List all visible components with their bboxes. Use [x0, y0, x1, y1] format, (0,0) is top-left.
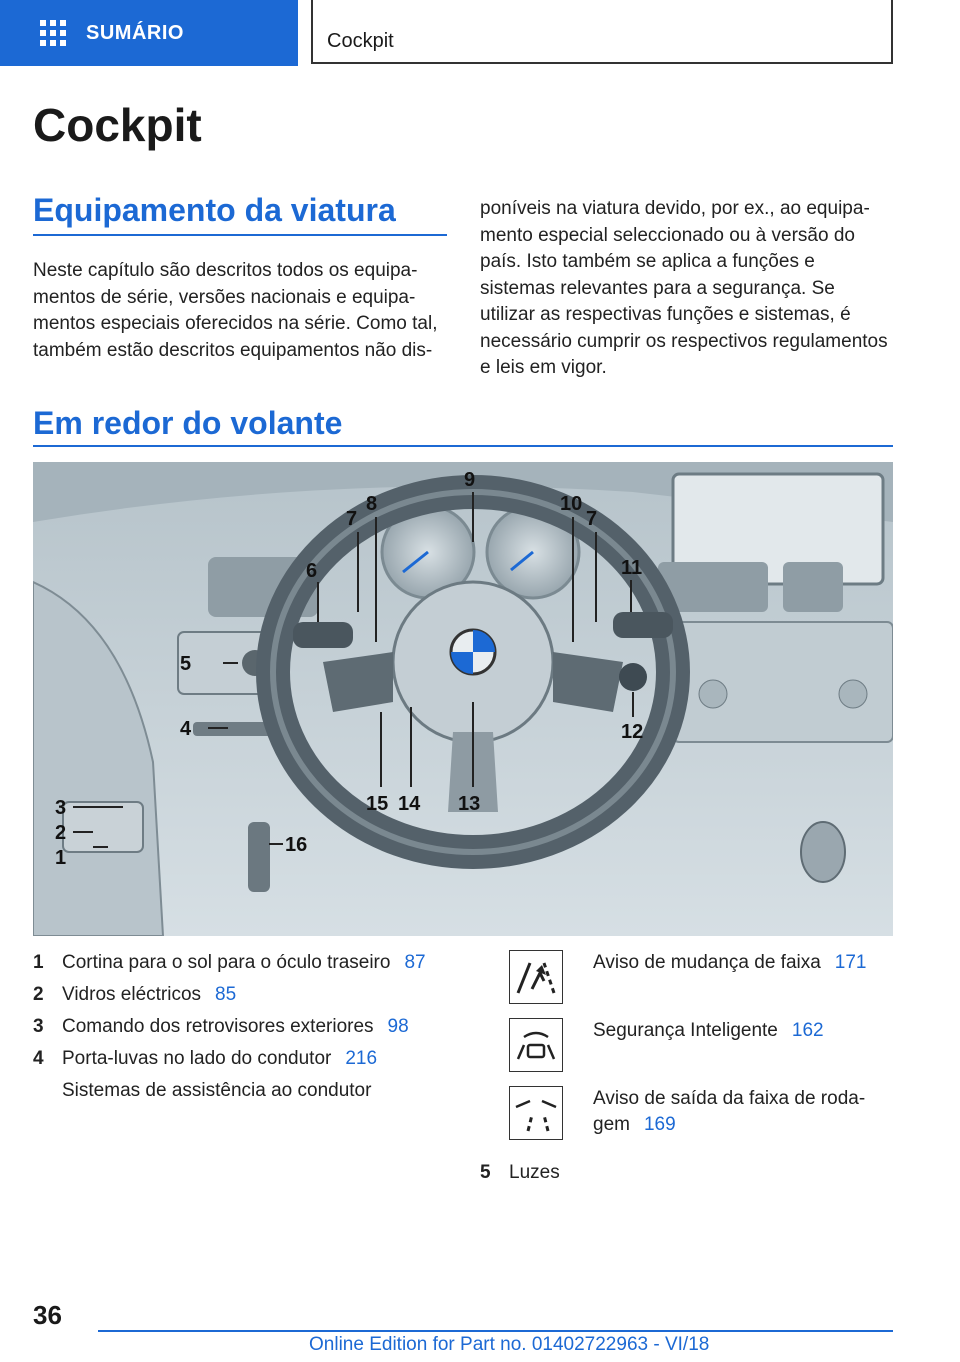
legend-item: [593, 1086, 893, 1138]
callout-7: 7: [346, 508, 358, 530]
section-rule: [33, 234, 447, 236]
callout-1: 1: [55, 847, 67, 869]
intro-column-left: Neste capítulo são descritos todos os equipamentos de série, versões nacionais e equipamentos especiais oferecidos na série. Como tal, também estão descritos equipamentos não dis-: [33, 260, 438, 361]
legend-text: gem: [593, 1114, 630, 1135]
page-number: 36: [33, 1300, 62, 1330]
legend-item: [33, 1046, 463, 1072]
legend-text: Segurança Inteligente: [593, 1020, 778, 1041]
legend-text: Comando dos retrovisores exteriores: [62, 1016, 374, 1037]
callout-7-right: 7: [586, 508, 598, 530]
callout-9: 9: [464, 469, 476, 491]
section-rule: [33, 445, 893, 447]
cockpit-diagram: [33, 462, 893, 936]
legend-number: 5: [480, 1162, 491, 1183]
legend-text: Cortina para o sol para o óculo traseiro: [62, 952, 391, 973]
grid-menu-icon: [40, 20, 66, 46]
summary-button[interactable]: [0, 0, 298, 66]
callout-8: 8: [366, 493, 378, 515]
callout-10: 10: [560, 493, 583, 515]
legend-item: [480, 1160, 880, 1186]
legend-item: [33, 982, 463, 1008]
section-title-steering: Em redor do volante: [33, 405, 343, 441]
legend-item: [593, 1018, 893, 1044]
breadcrumb-label: Cockpit: [327, 30, 394, 52]
legend-number: 3: [33, 1016, 44, 1037]
legend-text: Porta-luvas no lado do condutor: [62, 1048, 332, 1069]
legend-text: Aviso de mudança de faixa: [593, 952, 821, 973]
summary-button-label: SUMÁRIO: [86, 21, 184, 44]
page-title: Cockpit: [33, 99, 202, 151]
legend-text: Aviso de saída da faixa de roda-: [593, 1088, 866, 1109]
legend-number: 1: [33, 952, 44, 973]
page-reference-link[interactable]: 98: [387, 1016, 409, 1037]
callout-12: 12: [621, 721, 644, 743]
lane-change-warning-icon: [509, 950, 563, 1004]
legend-item: [33, 950, 463, 976]
callout-16: 16: [285, 834, 308, 856]
legend-text: Sistemas de assistência ao condutor: [62, 1080, 372, 1101]
legend-item: [33, 1078, 463, 1104]
callout-13: 13: [458, 793, 481, 815]
lane-departure-warning-icon: [509, 1086, 563, 1140]
page-reference-link[interactable]: 87: [404, 952, 426, 973]
page-reference-link[interactable]: 171: [834, 952, 867, 973]
top-bar: [0, 0, 960, 66]
legend-item: [593, 950, 893, 976]
callout-15: 15: [366, 793, 389, 815]
callout-14: 14: [398, 793, 421, 815]
callout-5: 5: [180, 653, 192, 675]
page-reference-link[interactable]: 162: [791, 1020, 824, 1041]
legend-number: 4: [33, 1048, 44, 1069]
callout-11: 11: [621, 557, 643, 579]
legend-number: 2: [33, 984, 44, 1005]
active-guard-icon: [509, 1018, 563, 1072]
breadcrumb: [311, 0, 893, 64]
callout-6: 6: [306, 560, 318, 582]
intro-column-right: poníveis na viatura devido, por ex., ao equipamento especial seleccionado ou à versão do país. Isto também se aplica a funções e sistemas relevantes para a segurança. Se utilizar as respectivas funções e sistemas, é necessário cumprir os respectivos regulamentos e leis em vigor.: [480, 198, 888, 378]
legend-text: Vidros eléctricos: [62, 984, 202, 1005]
section-title-equipment: Equipamento da viatura: [33, 192, 396, 228]
legend-text: Luzes: [509, 1162, 560, 1183]
footer-rule: [98, 1330, 893, 1332]
callout-2: 2: [55, 822, 67, 844]
page-reference-link[interactable]: 85: [215, 984, 237, 1005]
callout-3: 3: [55, 797, 67, 819]
legend-item: [33, 1014, 463, 1040]
edition-note: Online Edition for Part no. 01402722963 - VI/18: [309, 1334, 710, 1355]
page-reference-link[interactable]: 169: [643, 1114, 676, 1135]
callout-4: 4: [180, 718, 192, 740]
page-reference-link[interactable]: 216: [345, 1048, 378, 1069]
